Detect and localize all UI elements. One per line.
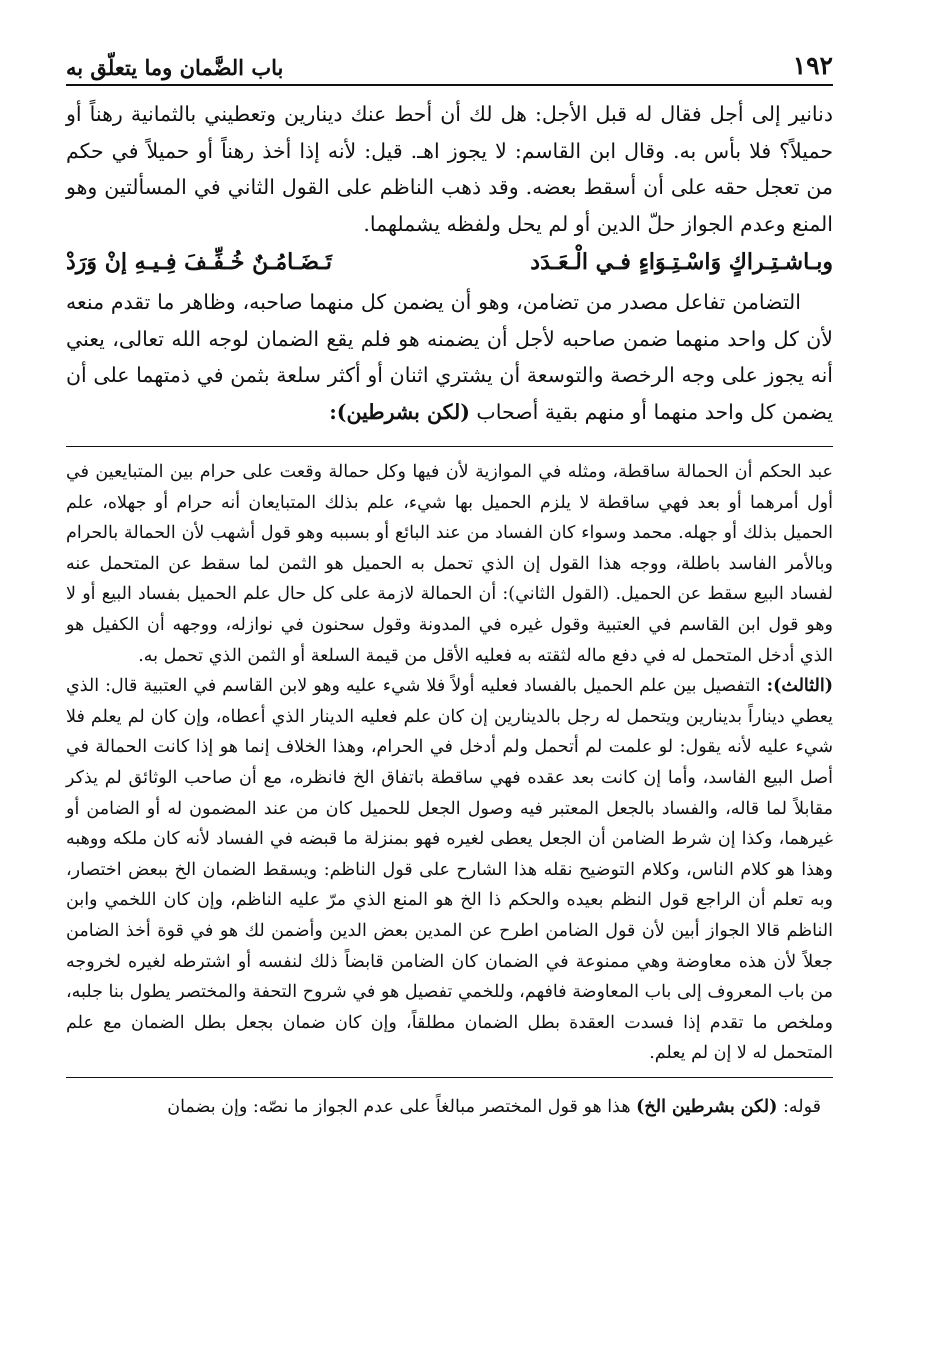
final-bold-quote: (لكن بشرطين الخ): [636, 1096, 778, 1117]
verse-second-hemistich: تَـضَـامُـنٌ خُـفِّـفَ فِـيـهِ إنْ وَرَدْ: [66, 249, 332, 275]
verse-first-hemistich: وبـاشـتِـراكٍ وَاسْـتِـوَاءٍ فـي الْـعَـدَد: [530, 249, 833, 275]
main-text: [66, 96, 833, 430]
commentary-bold-phrase: (لكن بشرطين):: [329, 399, 470, 424]
footnotes: [66, 457, 833, 1069]
footnote-separator: [66, 446, 833, 447]
footnote-final-line: [66, 1092, 833, 1122]
footnote-paragraph-2: [66, 671, 833, 1069]
running-title: باب الضَّمان وما يتعلّق به: [66, 55, 284, 80]
footnote-bold-label: (الثالث):: [766, 676, 833, 697]
footnote-divider: [66, 1077, 833, 1078]
footnote-text-2: التفصيل بين علم الحميل بالفساد فعليه أولاً فلا شيء عليه وهو لابن القاسم في العتبية قال: الذي يعطي ديناراً بدينارين ويتحمل له رجل بالدينارين إن كان علم فعليه الدينار الذي أعطاه، وإن كان لم يعلم فلا شيء عليه لأنه يقول: لو علمت لم أتحمل ولم أدخل في الحرام، وهذا الخلاف إنما هو إذا كانت الحمالة في أصل البيع الفاسد، وأما إن كانت بعد عقده فهي ساقطة باتفاق الخ فانظره، مع أن صاحب الوثائق لم يذكر مقابلاً لما قاله، والفساد بالجعل المعتبر فيه وصول الجعل للحميل كان من عند المضمون له أو الضامن أو غيرهما، وكذا إن شرط الضامن أن الجعل يعطى لغيره فهو بمنزلة ما قبضه في الفساد لأنه كان ملكه ووهبه وهذا هو كلام الناس، وكلام التوضيح نقله هذا الشارح على قول الناظم: ويسقط الضمان الخ ببعض اختصار، وبه تعلم أن الراجع قول النظم بعيده والحكم ذا الخ هو المنع الذي مرّ عليه الناظم، وإن كان اللخمي وابن الناظم قالا الجواز أبين لأن قول الضامن اطرح عن المدين بعض الدين وأضمن لك هو في قوة أخذ الضامن جعلاً لأن هذه معاوضة وهي ممنوعة في الضمان كان الضامن قابضاً ذلك لنفسه أو اشترطه لغيره لخروجه من باب المعروف إلى باب المعاوضة فافهم، وللخمي تفصيل هو في شروح التحفة والمختصر يطول بنا جلبه، وملخص ما تقدم إذا فسدت العقدة بطل الضمان مطلقاً، وإن كان ضمان بجعل بطل الضمان مع علم المتحمل له لا إن لم يعلم.: [66, 676, 833, 1064]
poem-verse: [66, 242, 833, 284]
page-number: ١٩٢: [792, 51, 833, 80]
page-header: [66, 42, 833, 86]
final-text: هذا هو قول المختصر مبالغاً على عدم الجواز ما نصّه: وإن بضمان: [167, 1096, 631, 1117]
main-paragraph-2: [66, 284, 833, 430]
footnote-paragraph-1: عبد الحكم أن الحمالة ساقطة، ومثله في الموازية لأن فيها وكل حمالة وقعت على حرام بين المتبايعين في أول أمرهما أو بعد فهي ساقطة لا يلزم الحميل بها شيء، علم بذلك المتبايعان أنه حرام أو جهلاه، علم الحميل بذلك أو جهله. محمد وسواء كان الفساد من عند البائع أو بسببه وهو قول أشهب لأن الحمالة بالحرام وبالأمر الفاسد باطلة، ووجه هذا القول إن الذي تحمل به الحميل هو الثمن لما سقط عن المتحمل عنه لفساد البيع سقط عن الحميل. (القول الثاني): أن الحمالة لازمة على كل حال علم الحميل بفساد البيع أو لا وهو قول ابن القاسم في العتبية وقول غيره في المدونة وقول سحنون في نوازله، ووجهه أن الكفيل هو الذي أدخل المتحمل له في دفع ماله لثقته به فعليه الأقل من قيمة السلعة أو الثمن الذي تحمل به.: [66, 462, 833, 666]
commentary-text: التضامن تفاعل مصدر من تضامن، وهو أن يضمن كل منهما صاحبه، وظاهر ما تقدم منعه لأن كل واحد منهما ضمن صاحبه لأجل أن يضمنه هو فلم يقع الضمان لوجه الله تعالى، يعني أنه يجوز على وجه الرخصة والتوسعة أن يشتري اثنان أو أكثر سلعة بثمن في ذمتهما على أن يضمن كل واحد منهما أو منهم بقية أصحاب: [66, 290, 833, 424]
final-prefix: قوله:: [782, 1096, 821, 1117]
main-paragraph-1: دنانير إلى أجل فقال له قبل الأجل: هل لك أن أحط عنك دينارين وتعطيني بالثمانية رهناً أو حميلاً؟ فلا بأس به. وقال ابن القاسم: لا يجوز اهـ. قيل: لأنه إذا أخذ رهناً أو حميلاً في حكم من تعجل حقه على أن أسقط بعضه. وقد ذهب الناظم على القول الثاني في المسألتين وهو المنع وعدم الجواز حلّ الدين أو لم يحل ولفظه يشملهما.: [66, 102, 833, 236]
